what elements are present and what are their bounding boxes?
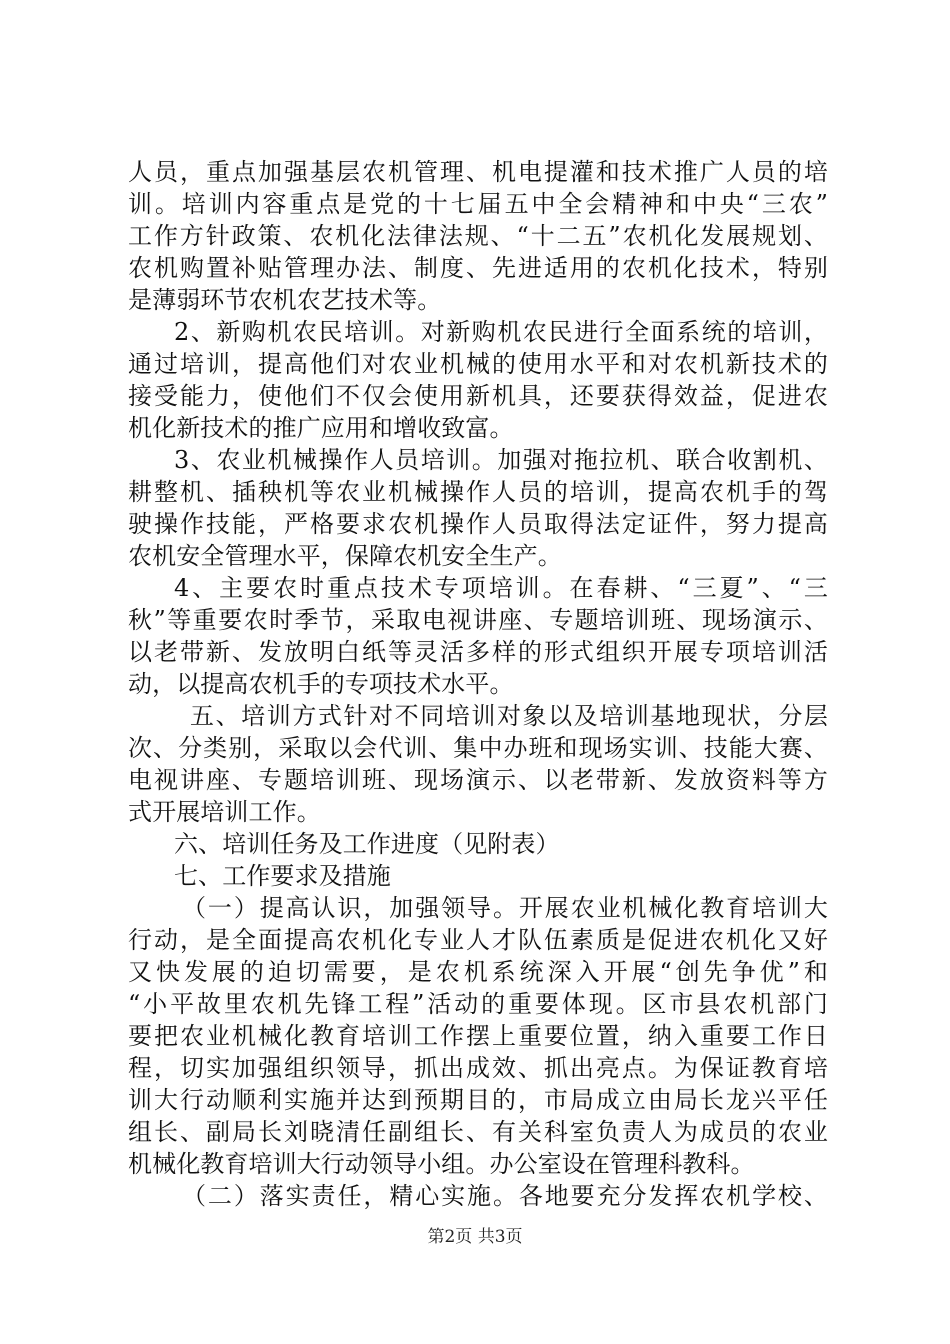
text-line: 式开展培训工作。 (128, 798, 321, 826)
text-line: 接受能力，使他们不仅会使用新机具，还要获得效益，促进农 (128, 382, 828, 410)
text-line: 训。培训内容重点是党的十七届五中全会精神和中央“三农” (128, 190, 828, 218)
paragraph-start-line: 3、农业机械操作人员培训。加强对拖拉机、联合收割机、 (174, 446, 828, 474)
text-line: 电视讲座、专题培训班、现场演示、以老带新、发放资料等方 (128, 766, 828, 794)
text-line: 通过培训，提高他们对农业机械的使用水平和对农机新技术的 (128, 350, 828, 378)
text-line: 程，切实加强组织领导，抓出成效、抓出亮点。为保证教育培 (128, 1054, 828, 1082)
section-heading: 六、培训任务及工作进度（见附表） (174, 830, 560, 858)
section-heading: 七、工作要求及措施 (174, 862, 391, 890)
text-line: 行动，是全面提高农机化专业人才队伍素质是促进农机化又好 (128, 926, 828, 954)
page-number-footer: 第2页 共3页 (427, 1227, 523, 1247)
text-line: 次、分类别，采取以会代训、集中办班和现场实训、技能大赛、 (128, 734, 828, 762)
text-line: 耕整机、插秧机等农业机械操作人员的培训，提高农机手的驾 (128, 478, 828, 506)
text-line: 以老带新、发放明白纸等灵活多样的形式组织开展专项培训活 (128, 638, 828, 666)
text-line: 组长、副局长刘晓清任副组长、有关科室负责人为成员的农业 (128, 1118, 828, 1146)
paragraph-start-line: 2、新购机农民培训。对新购机农民进行全面系统的培训， (174, 318, 828, 346)
paragraph-start-line: 4、主要农时重点技术专项培训。在春耕、“三夏”、“三 (174, 574, 828, 602)
text-line: 要把农业机械化教育培训工作摆上重要位置，纳入重要工作日 (128, 1022, 828, 1050)
text-line: 又快发展的迫切需要，是农机系统深入开展“创先争优”和 (128, 958, 828, 986)
text-line: “小平故里农机先锋工程”活动的重要体现。区市县农机部门 (128, 990, 828, 1018)
paragraph-start-line: （一）提高认识，加强领导。开展农业机械化教育培训大 (182, 894, 828, 922)
text-line: 农机购置补贴管理办法、制度、先进适用的农机化技术，特别 (128, 254, 828, 282)
document-body (128, 156, 828, 1212)
text-line: 训大行动顺利实施并达到预期目的，市局成立由局长龙兴平任 (128, 1086, 828, 1114)
text-line: 驶操作技能，严格要求农机操作人员取得法定证件，努力提高 (128, 510, 828, 538)
text-line: 动，以提高农机手的专项技术水平。 (128, 670, 514, 698)
text-line: 机化新技术的推广应用和增收致富。 (128, 414, 514, 442)
text-line: 是薄弱环节农机农艺技术等。 (128, 286, 442, 314)
text-line: 农机安全管理水平，保障农机安全生产。 (128, 542, 562, 570)
text-line: 工作方针政策、农机化法律法规、“十二五”农机化发展规划、 (128, 222, 828, 250)
paragraph-start-line: （二）落实责任，精心实施。各地要充分发挥农机学校、 (182, 1182, 828, 1210)
paragraph-start-line: 五、培训方式针对不同培训对象以及培训基地现状，分层 (190, 702, 828, 730)
text-line: 人员，重点加强基层农机管理、机电提灌和技术推广人员的培 (128, 158, 828, 186)
text-line: 秋”等重要农时季节，采取电视讲座、专题培训班、现场演示、 (128, 606, 828, 634)
text-line: 机械化教育培训大行动领导小组。办公室设在管理科教科。 (128, 1150, 755, 1178)
